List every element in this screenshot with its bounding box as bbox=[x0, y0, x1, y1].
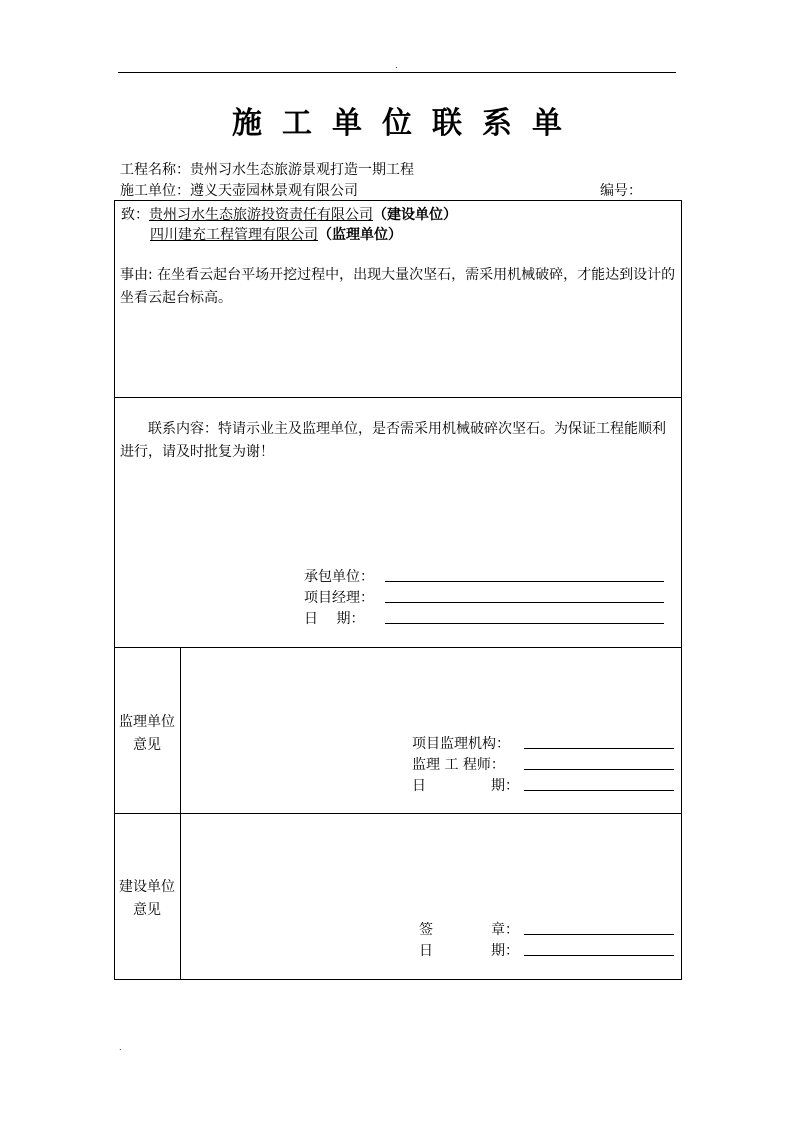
owner-side-label: 建设单位意见 bbox=[119, 879, 175, 918]
project-name-label: 工程名称： bbox=[120, 162, 190, 178]
to-label: 致： bbox=[121, 207, 149, 223]
table-left-border bbox=[114, 200, 115, 980]
contractor-unit-line bbox=[385, 581, 664, 582]
project-name-line bbox=[120, 159, 414, 179]
recipient-1: 贵州习水生态旅游投资责任有限公司 bbox=[149, 207, 373, 223]
supervision-date-line bbox=[524, 790, 674, 791]
side-column-divider bbox=[180, 647, 181, 979]
owner-seal-label-b: 章： bbox=[491, 922, 519, 938]
header-dot: . bbox=[395, 61, 398, 70]
supervision-side-label: 监理单位意见 bbox=[119, 714, 175, 753]
supervision-engineer-label: 监理 工 程师： bbox=[412, 757, 505, 773]
contractor-label: 施工单位： bbox=[120, 183, 190, 199]
footer-dot: . bbox=[119, 1043, 122, 1052]
divider-1 bbox=[114, 397, 682, 398]
owner-seal-line bbox=[524, 934, 674, 935]
reason-text: 事由: 在坐看云起台平场开挖过程中，出现大量次坚石，需采用机械破碎，才能达到设计的坐看云起台标高。 bbox=[120, 267, 676, 306]
supervision-date-label-b: 期： bbox=[491, 778, 519, 794]
project-manager-label: 项目经理： bbox=[304, 590, 374, 606]
project-name-value: 贵州习水生态旅游景观打造一期工程 bbox=[190, 162, 414, 178]
number-label: 编号： bbox=[600, 183, 642, 199]
owner-seal-label-a: 签 bbox=[419, 922, 433, 938]
contractor-line bbox=[120, 180, 358, 200]
table-top-border bbox=[114, 200, 682, 201]
table-bottom-border bbox=[114, 979, 682, 980]
recipient-1-role: （建设单位） bbox=[373, 207, 457, 223]
supervision-engineer-line bbox=[524, 769, 674, 770]
contact-date-label: 日 期： bbox=[304, 611, 365, 627]
owner-date-line bbox=[524, 955, 674, 956]
owner-date-label-a: 日 bbox=[419, 943, 433, 959]
recipient-line-1 bbox=[121, 204, 457, 224]
contractor-value: 遵义天壶园林景观有限公司 bbox=[190, 183, 358, 199]
table-right-border bbox=[681, 200, 682, 980]
page-title: 施工单位联系单 bbox=[232, 106, 582, 141]
contractor-unit-label: 承包单位： bbox=[304, 569, 374, 585]
contact-date-line bbox=[385, 623, 664, 624]
project-manager-line bbox=[385, 602, 664, 603]
divider-2 bbox=[114, 647, 682, 648]
header-rule bbox=[118, 72, 676, 73]
owner-date-label-b: 期： bbox=[491, 943, 519, 959]
divider-3 bbox=[114, 813, 682, 814]
supervision-date-label-a: 日 bbox=[412, 778, 426, 794]
recipient-2-role: （监理单位） bbox=[318, 227, 402, 243]
contact-content: 联系内容：特请示业主及监理单位，是否需采用机械破碎次坚石。为保证工程能顺利进行，请及时批复为谢！ bbox=[120, 421, 666, 460]
recipient-2: 四川建充工程管理有限公司 bbox=[150, 227, 318, 243]
supervision-org-line bbox=[524, 748, 674, 749]
supervision-org-label: 项目监理机构： bbox=[412, 736, 510, 752]
recipient-line-2 bbox=[150, 224, 402, 244]
